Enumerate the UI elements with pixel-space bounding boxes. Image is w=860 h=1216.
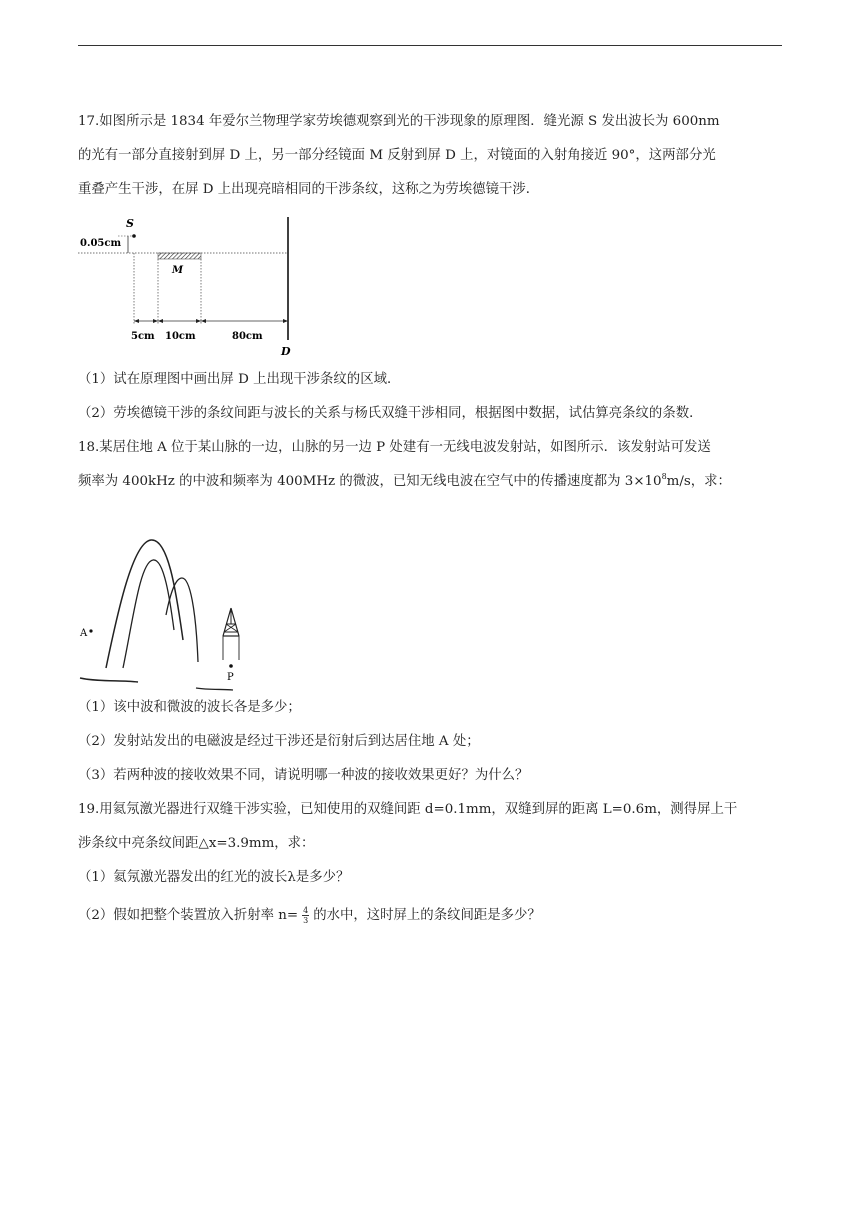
- q19-text-line1: 19.用氦氖激光器进行双缝干涉实验，已知使用的双缝间距 d=0.1mm，双缝到屏的距离 L=0.6m，测得屏上干: [78, 802, 738, 817]
- label-5cm: 5cm: [131, 331, 155, 342]
- q18-sub3: （3）若两种波的接收效果不同，请说明哪一种波的接收效果更好？为什么？: [78, 768, 529, 783]
- label-a: A: [80, 628, 88, 639]
- q19-sub1: （1）氦氖激光器发出的红光的波长λ是多少？: [78, 870, 350, 885]
- q18-sub2: （2）发射站发出的电磁波是经过干涉还是衍射后到达居住地 A 处；: [78, 734, 480, 749]
- q18-text-line2: 频率为 400kHz 的中波和频率为 400MHz 的微波，已知无线电波在空气中的传播速度都为 $3\times 10^8m/s$，求：: [78, 472, 731, 489]
- header-rule: [78, 45, 782, 46]
- fraction-4-3: $\frac{4}{3}$: [303, 906, 309, 925]
- label-p: P: [227, 672, 234, 683]
- label-10cm: 10cm: [165, 331, 196, 342]
- ground-stroke-1: [80, 678, 138, 682]
- lloyd-mirror-diagram: [78, 213, 308, 358]
- mountain-outline-3: [166, 578, 198, 662]
- label-d: D: [281, 345, 291, 358]
- q17-text-line3: 重叠产生干涉，在屏 D 上出现亮暗相同的干涉条纹，这称之为劳埃德镜干涉．: [78, 182, 540, 197]
- q17-sub1: （1）试在原理图中画出屏 D 上出现干涉条纹的区域．: [78, 372, 401, 387]
- q17-text-line2: 的光有一部分直接射到屏 D 上，另一部分经镜面 M 反射到屏 D 上，对镜面的入射角接近 90°，这两部分光: [78, 148, 716, 163]
- label-80cm: 80cm: [232, 331, 263, 342]
- q19-text-line2: 涉条纹中亮条纹间距△x=3.9mm，求：: [78, 836, 315, 851]
- label-m: M: [172, 265, 184, 276]
- q17-sub2: （2）劳埃德镜干涉的条纹间距与波长的关系与杨氏双缝干涉相同，根据图中数据，试估算亮条纹的条数．: [78, 406, 703, 421]
- label-height: 0.05cm: [80, 238, 122, 249]
- mountain-diagram: [78, 520, 258, 692]
- mirror-m: [158, 253, 201, 259]
- transmitter-tower-icon: [223, 608, 239, 660]
- label-s: S: [126, 217, 134, 230]
- q19-sub2: （2）假如把整个装置放入折射率 n= $\frac{4}{3}$ 的水中，这时屏上的条纹间距是多少？: [78, 906, 541, 925]
- ground-stroke-2: [196, 688, 233, 690]
- mountain-outline-1: [106, 540, 183, 668]
- q17-text-line1: 17.如图所示是 1834 年爱尔兰物理学家劳埃德观察到光的干涉现象的原理图．缝光源 S 发出波长为 600nm: [78, 114, 720, 129]
- q18-sub1: （1）该中波和微波的波长各是多少；: [78, 700, 301, 715]
- point-a-dot: [89, 629, 92, 632]
- point-p-dot: [229, 664, 233, 668]
- q18-text-line1: 18.某居住地 A 位于某山脉的一边，山脉的另一边 P 处建有一无线电波发射站，如图所示．该发射站可发送: [78, 440, 711, 455]
